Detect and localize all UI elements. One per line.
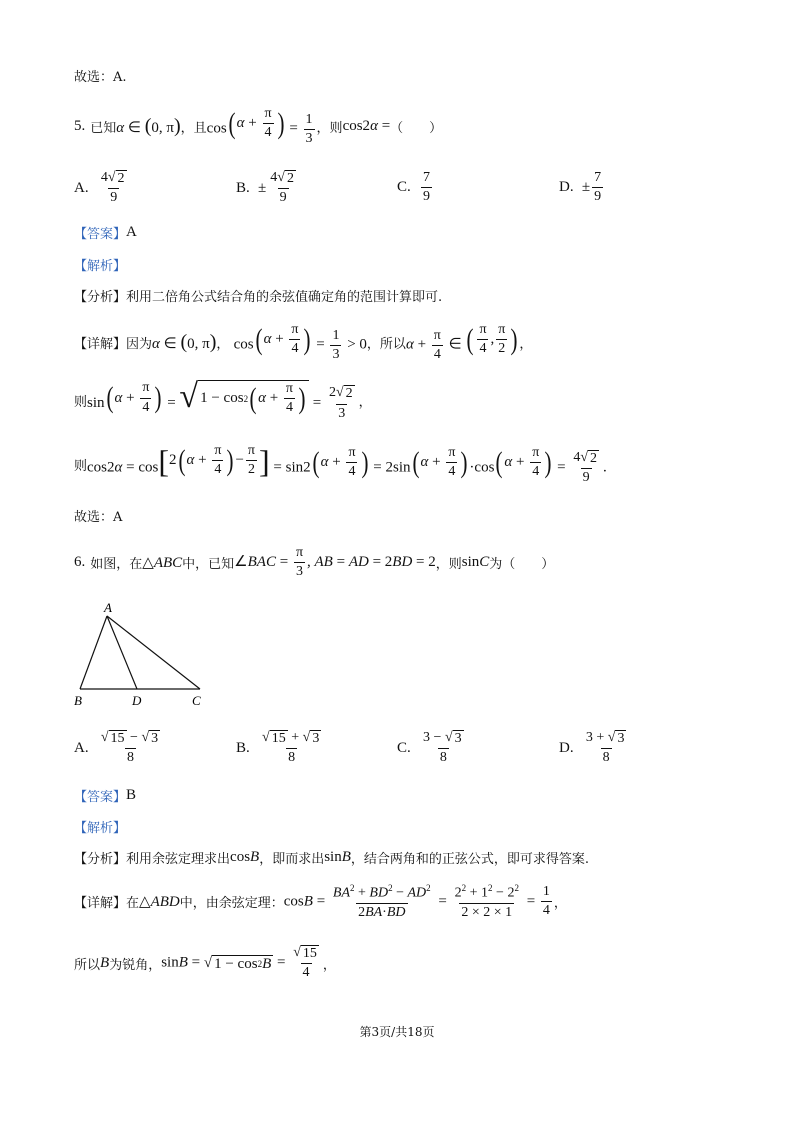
page-footer: 第3页/共18页 [359,1025,435,1039]
q4-conclusion-text: 故选：A. [74,70,127,85]
q6-answer-value: B [126,787,137,803]
q5-option-c-value: $\frac{7}{9}$ [423,170,431,205]
q5-detail-prefix: 因为 [126,336,153,352]
option-label: D. [559,739,574,756]
q6-stem-end: 为（ ） [489,557,555,573]
vertex-label-d: D [132,693,142,708]
segment-ad [107,616,137,689]
q5-conclusion-text: 故选：A [74,510,123,525]
q6-stem-prefix: 如图，在 [90,557,143,573]
q5-condition-alpha: α ∈ (0, π) [116,114,181,137]
triangle-figure [70,598,220,710]
q6-analysis-p1: 利用余弦定理求出 [126,852,231,867]
q5-analysis-text: 利用二倍角公式结合角的余弦值确定角的范围计算即可. [126,290,443,305]
vertex-label-a: A [104,600,112,615]
ze-text: 则 [74,459,88,475]
q6-option-d-value: 3 + √ 3 8 [585,730,625,766]
xiangjie-tag: 【详解】 [74,336,127,352]
q5-detail-line-2: 则 sin ( α + $\frac{\pi}{4}$ ) = √ 1 − cos 2 ( α + $\frac{\pi}{4}$ ) = 2 √ 2 3 ， [74,378,372,421]
side-ab [80,616,107,689]
option-label: B. [236,739,250,756]
q5-condition-cos: cos ( α + $\frac{\pi}{4}$ ) = $\frac{1}{3}$ [206,106,313,146]
q6-detail-p1: 在 [126,896,140,912]
q5-stem-tail: ，则 [316,120,343,136]
q5-option-c [397,170,434,205]
q5-stem-prefix: 已知 [90,120,117,136]
q5-answer [74,223,137,242]
q5-option-b-value: 4 √ 2 9 [270,170,294,206]
jiexi-tag: 【解析】 [74,259,127,274]
q5-question-expr: cos2α = [342,117,391,134]
q6-detail-line-1: 【详解】 在 △ABD 中，由余弦定理： cosB = $\frac{BA^2 + BD^2 - AD^2}{2BA\cdot BD}$ = $\frac{2^2 + 1^2 - 2^2}{2 \times 2 \times 1}$ = $\frac{1}{4}$ ， [74,883,567,920]
side-ac [107,616,200,689]
option-label: A. [74,179,89,196]
q5-option-a-value: 4 √ 2 9 [100,170,125,206]
fenxi-tag: 【分析】 [74,852,127,867]
answer-tag: 【答案】 [74,790,127,805]
q6-option-d [559,730,630,766]
q5-conclusion [74,506,122,525]
q5-option-d: D. ± $\frac{7}{9}$ [559,170,602,205]
q6-stem: 6. 如图，在 △ABC 中，已知 ∠BAC = $\frac{\pi}{3}$ , AB = AD = 2BD = 2 ，则 sinC 为（ ） [74,545,555,580]
q6-jiexi [74,817,126,836]
q6-number: 6. [74,554,86,571]
q6-detail-p2: 中，由余弦定理： [179,896,284,912]
option-label: C. [397,179,411,196]
q6-option-a-value: √ 15 − √ 3 8 [100,730,159,766]
q6-analysis-p3: ，结合两角和的正弦公式，即可求得答案. [350,852,590,867]
q6-option-c [397,730,468,766]
q5-option-d-value: $\frac{7}{9}$ [594,170,602,205]
q5-jiexi [74,255,126,274]
q5-answer-value: A [126,224,137,240]
xiangjie-tag: 【详解】 [74,896,127,912]
fenxi-tag: 【分析】 [74,290,127,305]
q5-detail-line-3: 则 cos2α = cos [ 2 ( α + $\frac{\pi}{4}$ ) − $\frac{\pi}{2}$ ] = sin2 ( α + $\frac{\pi}{4}$ ) = 2sin ( α + $\frac{\pi}{4}$ ) ·cos ( α + $\frac{\pi}{4}$ ) = 4 √ 2 9 . [74,442,607,486]
q5-detail-suoyi: ，所以 [366,336,406,352]
answer-tag: 【答案】 [74,227,127,242]
q5-stem-mid: ，且 [180,120,207,136]
q6-last-p1: 所以 [74,957,101,973]
separator: ， [216,336,230,352]
option-label: A. [74,739,89,756]
jiexi-tag: 【解析】 [74,821,127,836]
q6-option-b [236,730,325,766]
q5-paren: （ ） [390,120,443,136]
option-label: C. [397,739,411,756]
q6-analysis-p2: ，即而求出 [259,852,325,867]
q6-detail-line-2: 所以 B 为锐角， sinB = √ 1 − cos 2 B = √ 15 4 ， [74,945,336,981]
q6-stem-mid: 中，已知 [182,557,235,573]
q6-stem-tail: ，则 [435,557,462,573]
vertex-label-c: C [192,693,201,708]
option-label: B. [236,179,250,196]
q6-analysis: 【分析】 利用余弦定理求出 cosB ，即而求出 sinB ，结合两角和的正弦公式，即可求得答案. [74,849,590,867]
ze-text: 则 [74,395,88,411]
q6-last-p2: 为锐角， [109,957,162,973]
q4-conclusion [74,66,127,85]
q5-number: 5. [74,117,86,134]
q5-analysis [74,286,442,305]
q6-option-a [74,730,164,766]
q6-answer [74,786,136,805]
q6-option-c-value: 3 − √ 3 8 [423,730,462,766]
q5-option-a [74,170,131,206]
vertex-label-b: B [74,693,82,708]
option-label: D. [559,179,574,196]
q5-stem [74,106,442,147]
q6-option-b-value: √ 15 + √ 3 8 [262,730,320,766]
q5-option-b: B. ± 4 √ 2 9 [236,170,300,206]
q5-detail-line-1: 【详解】 因为 α ∈ (0, π) ， cos ( α + $\frac{\pi}{4}$ ) = $\frac{1}{3}$ > 0 ，所以 α + $\frac{\pi}{4}$ ∈ ( $\frac{\pi}{4}$ , $\frac{\pi}{2}$ ) ， [74,322,533,362]
